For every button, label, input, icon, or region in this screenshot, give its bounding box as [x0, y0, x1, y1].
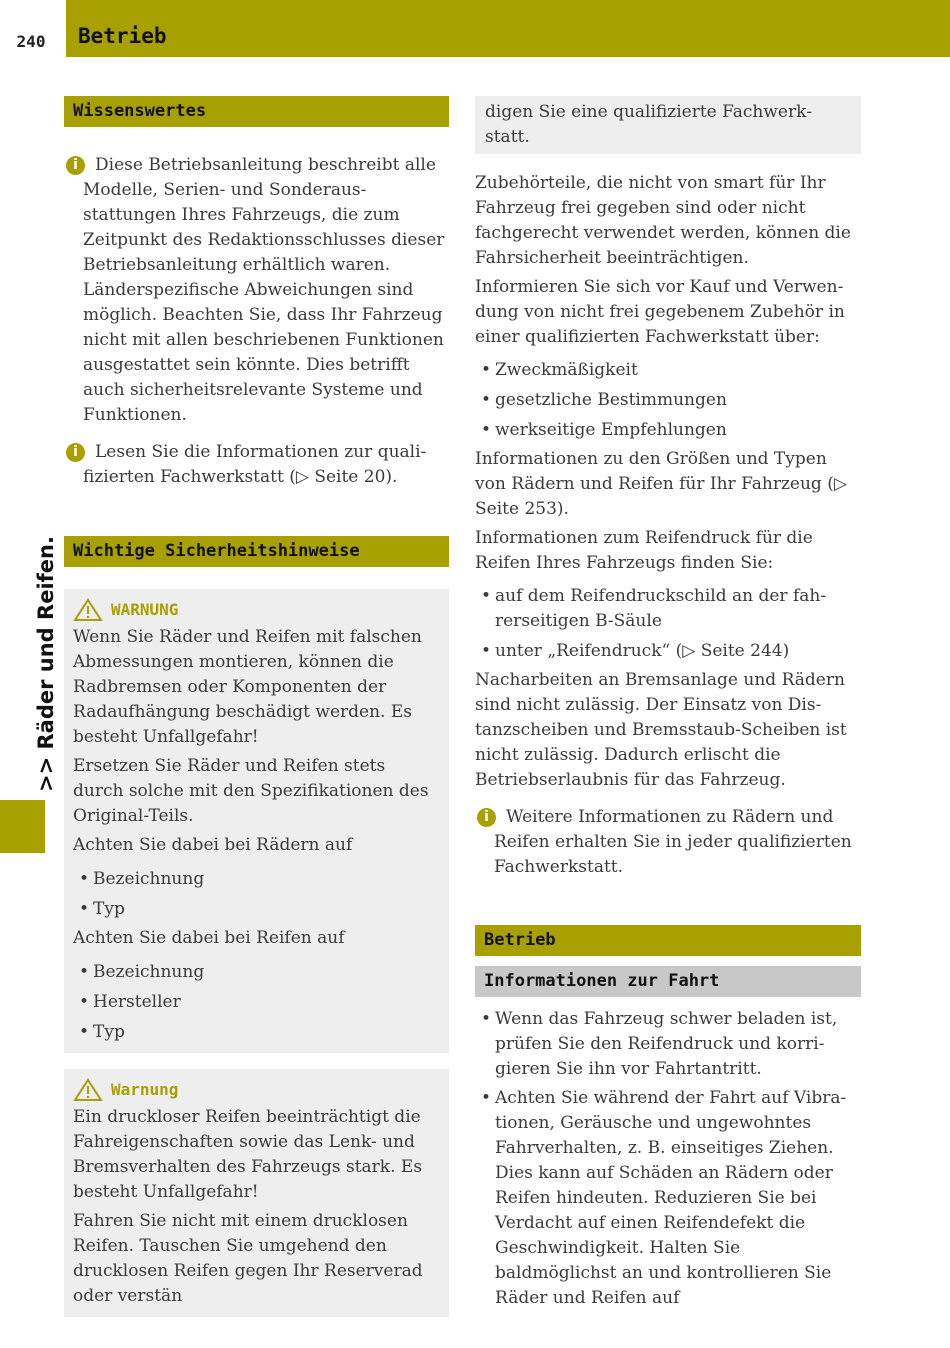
warning-heading — [73, 1075, 439, 1105]
paragraph: Zubehörteile, die nicht von smart für Ihr Fahrzeug frei gegeben sind oder nicht fachgerecht verwendet werden, können die Fahrsicherheit beeinträchtigen. — [475, 173, 851, 268]
side-tab-marker — [0, 800, 45, 853]
list-item: • Typ — [73, 897, 439, 922]
right-column — [475, 96, 861, 1311]
list-item: • Hersteller — [73, 990, 439, 1015]
header-divider — [62, 0, 66, 57]
section-title-betrieb: Betrieb — [475, 925, 861, 956]
subsection-title-fahrt: Informationen zur Fahrt — [475, 966, 861, 997]
warning-paragraph: Achten Sie dabei bei Rädern auf — [73, 835, 353, 855]
warning-paragraph: Ein druckloser Reifen beeinträchtigt die Fahreigenschaften sowie das Lenk- und Bremsverhalten des Fahrzeugs stark. Es besteht Unfallgefahr! — [73, 1107, 423, 1202]
warning-heading — [73, 595, 439, 625]
warning-triangle-icon — [73, 1078, 103, 1102]
warning-paragraph: Fahren Sie nicht mit einem drucklosen Reifen. Tauschen Sie umgehend den drucklosen Reifen gegen Ihr Reserverad oder verstän — [73, 1211, 423, 1306]
list-item: • unter „Reifendruck“ (▷ Seite 244) — [475, 639, 861, 664]
paragraph: Informieren Sie sich vor Kauf und Verwendung von nicht frei gegebenem Zubehör in einer qualifizierten Fachwerkstatt über: — [475, 277, 845, 347]
info-note — [64, 440, 449, 490]
warning-triangle-icon — [73, 598, 103, 622]
warning-label: WARNUNG — [111, 600, 179, 619]
info-icon: i — [477, 808, 496, 827]
accessory-criteria-list — [475, 358, 861, 443]
list-item: • auf dem Reifendruckschild an der fahrerseitigen B-Säule — [475, 584, 861, 634]
list-item: • Wenn das Fahrzeug schwer beladen ist, prüfen Sie den Reifendruck und korrigieren Sie ihn vor Fahrtantritt. — [475, 1007, 861, 1082]
info-note — [64, 153, 449, 428]
section-title-sicherheitshinweise: Wichtige Sicherheitshinweise — [64, 536, 449, 567]
section-title-wissenswertes: Wissenswertes — [64, 96, 449, 127]
list-item: • Bezeichnung — [73, 867, 439, 892]
page-title: Betrieb — [78, 24, 167, 48]
left-column — [64, 96, 449, 1317]
list-item: • gesetzliche Bestimmungen — [475, 388, 861, 413]
tire-check-list — [73, 960, 439, 1045]
info-icon: i — [66, 156, 85, 175]
continuation-text: digen Sie eine qualifizierte Fachwerkstatt. — [485, 102, 813, 147]
list-item: • Typ — [73, 1020, 439, 1045]
list-item: • Zweckmäßigkeit — [475, 358, 861, 383]
warning-paragraph: Achten Sie dabei bei Reifen auf — [73, 928, 345, 948]
paragraph: Nacharbeiten an Bremsanlage und Rädern sind nicht zulässig. Der Einsatz von Distanzscheiben und Bremsstaub-Scheiben ist nicht zulässig. Dadurch erlischt die Betriebserlaubnis für das Fahrzeug. — [475, 670, 847, 790]
driving-info-list — [475, 1007, 861, 1311]
info-icon: i — [66, 443, 85, 462]
paragraph: Informationen zu den Größen und Typen von Rädern und Reifen für Ihr Fahrzeug (▷ Seite 253). — [475, 449, 847, 519]
warning-paragraph: Ersetzen Sie Räder und Reifen stets durch solche mit den Spezifikationen des Original-Teils. — [73, 756, 429, 826]
info-text: Diese Betriebsanleitung beschreibt alle Modelle, Serien- und Sonderausstattungen Ihres Fahrzeugs, die zum Zeitpunkt des Redaktionsschlusses dieser Betriebsanleitung erhältlich waren. Länderspezifische Abweichungen sind möglich. Beachten Sie, dass Ihr Fahrzeug nicht mit allen beschriebenen Funktionen ausgestattet sein könnte. Dies betrifft auch sicherheitsrelevante Systeme und Funktionen. — [83, 155, 445, 425]
list-item: • Bezeichnung — [73, 960, 439, 985]
page-number: 240 — [0, 0, 62, 57]
info-note — [475, 805, 861, 880]
wheel-check-list — [73, 867, 439, 922]
list-item: • Achten Sie während der Fahrt auf Vibrationen, Geräusche und ungewohntes Fahrverhalten, z. B. einseitiges Ziehen. Dies kann auf Schäden an Rädern oder Reifen hindeuten. Reduzieren Sie bei Verdacht auf einen Reifendefekt die Geschwindigkeit. Halten Sie baldmöglichst an und kontrollieren Sie Räder und Reifen auf — [475, 1086, 861, 1311]
info-text: Weitere Informationen zu Rädern und Reifen erhalten Sie in jeder qualifizierten Fachwerkstatt. — [494, 807, 852, 877]
side-chapter-label: >> Räder und Reifen. — [34, 536, 58, 792]
tire-pressure-source-list — [475, 584, 861, 664]
warning-box — [64, 589, 449, 1053]
paragraph: Informationen zum Reifendruck für die Reifen Ihres Fahrzeugs finden Sie: — [475, 528, 813, 573]
warning-continuation — [475, 96, 861, 154]
warning-paragraph: Wenn Sie Räder und Reifen mit falschen Abmessungen montieren, können die Radbremsen oder Komponenten der Radaufhängung beschädigt werden. Es besteht Unfallgefahr! — [73, 627, 422, 747]
warning-box — [64, 1069, 449, 1317]
list-item: • werkseitige Empfehlungen — [475, 418, 861, 443]
warning-label: Warnung — [111, 1080, 179, 1099]
info-text: Lesen Sie die Informationen zur qualifizierten Fachwerkstatt (▷ Seite 20). — [83, 442, 427, 487]
